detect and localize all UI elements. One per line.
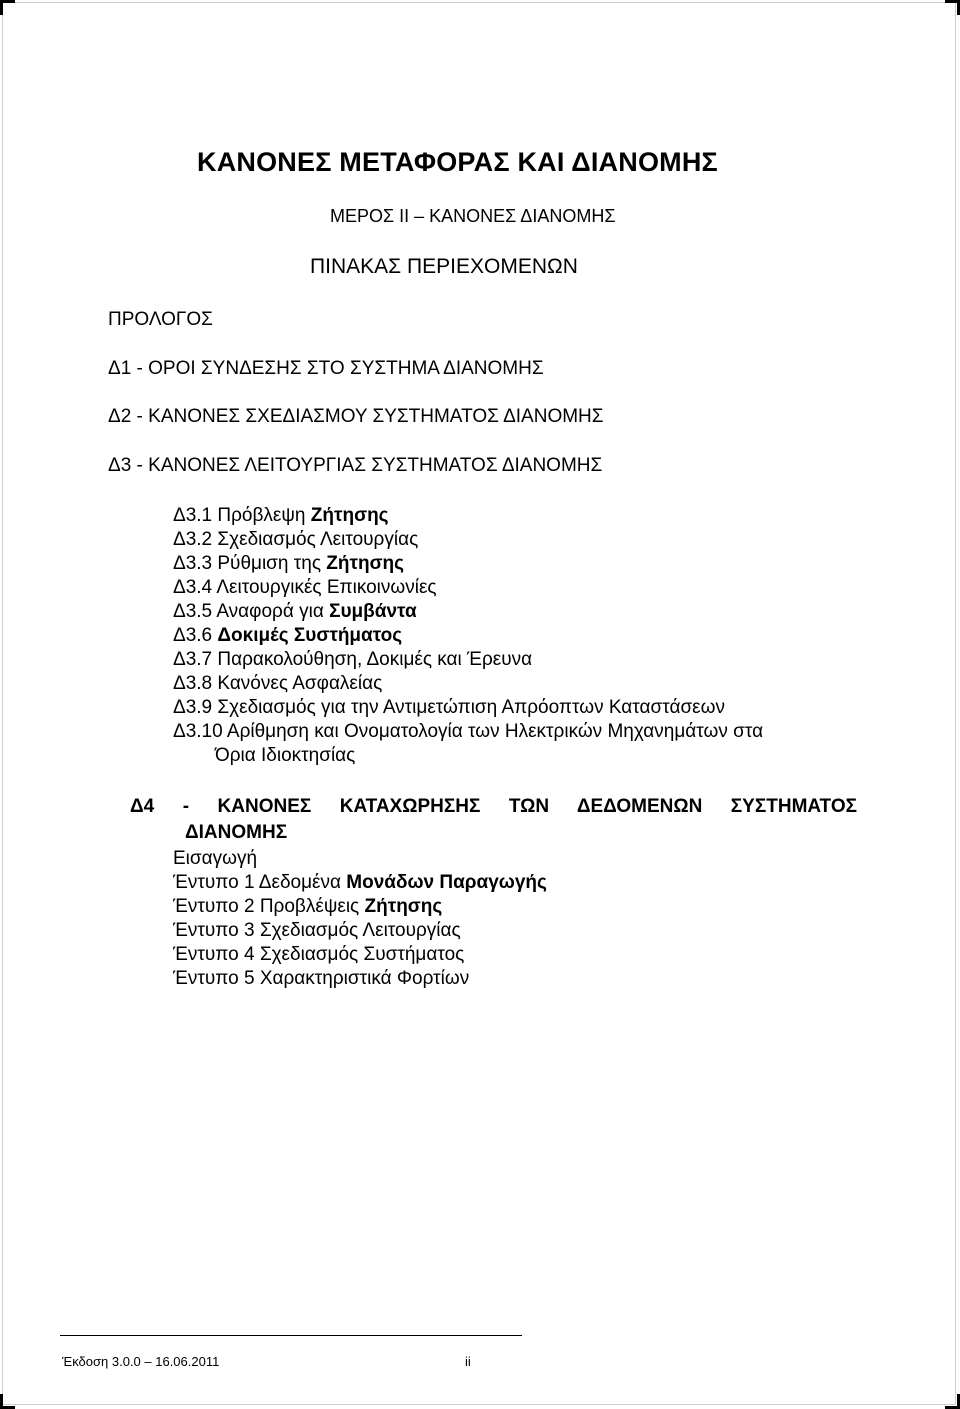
- toc-entry-d4-form-3: Έντυπο 3 Σχεδιασμός Λειτουργίας: [173, 920, 461, 941]
- footer-page-number: ii: [465, 1354, 471, 1369]
- toc-entry-d3-2: Δ3.2 Σχεδιασμός Λειτουργίας: [173, 529, 419, 550]
- toc-entry-d4-form-5: Έντυπο 5 Χαρακτηριστικά Φορτίων: [173, 968, 470, 989]
- toc-entry-d4-form-2: Έντυπο 2 Προβλέψεις Ζήτησης: [173, 896, 443, 917]
- toc-entry-d3-1: Δ3.1 Πρόβλεψη Ζήτησης: [173, 505, 389, 526]
- toc-entry-d3: Δ3 - ΚΑΝΟΝΕΣ ΛΕΙΤΟΥΡΓΙΑΣ ΣΥΣΤΗΜΑΤΟΣ ΔΙΑΝΟΜΗΣ: [108, 455, 603, 476]
- toc-entry-d4-continuation: ΔΙΑΝΟΜΗΣ: [185, 822, 288, 843]
- toc-entry-d3-5: Δ3.5 Αναφορά για Συμβάντα: [173, 601, 417, 622]
- toc-entry-d2: Δ2 - ΚΑΝΟΝΕΣ ΣΧΕΔΙΑΣΜΟΥ ΣΥΣΤΗΜΑΤΟΣ ΔΙΑΝΟΜΗΣ: [108, 406, 604, 427]
- corner-mark-bottom-right: [945, 1394, 960, 1409]
- toc-entry-d4-intro: Εισαγωγή: [173, 848, 258, 869]
- toc-entry-d3-4: Δ3.4 Λειτουργικές Επικοινωνίες: [173, 577, 437, 598]
- part-title: ΜΕΡΟΣ ΙΙ – ΚΑΝΟΝΕΣ ΔΙΑΝΟΜΗΣ: [330, 206, 616, 226]
- corner-mark-bottom-left: [0, 1394, 15, 1409]
- toc-entry-d3-10-continuation: Όρια Ιδιοκτησίας: [215, 745, 356, 766]
- toc-entry-prologue: ΠΡΟΛΟΓΟΣ: [108, 309, 213, 330]
- toc-entry-d3-3: Δ3.3 Ρύθμιση της Ζήτησης: [173, 553, 405, 574]
- footer-version: Έκδοση 3.0.0 – 16.06.2011: [62, 1354, 220, 1369]
- toc-entry-d3-7: Δ3.7 Παρακολούθηση, Δοκιμές και Έρευνα: [173, 649, 533, 670]
- document-title: ΚΑΝΟΝΕΣ ΜΕΤΑΦΟΡΑΣ ΚΑΙ ΔΙΑΝΟΜΗΣ: [197, 147, 718, 177]
- toc-entry-d4: Δ4 - ΚΑΝΟΝΕΣ ΚΑΤΑΧΩΡΗΣΗΣ ΤΩΝ ΔΕΔΟΜΕΝΩΝ ΣΥΣΤΗΜΑΤΟΣ: [130, 796, 857, 817]
- toc-entry-d4-form-1: Έντυπο 1 Δεδομένα Μονάδων Παραγωγής: [173, 872, 547, 893]
- toc-title: ΠΙΝΑΚΑΣ ΠΕΡΙΕΧΟΜΕΝΩΝ: [310, 255, 578, 278]
- toc-entry-d3-9: Δ3.9 Σχεδιασμός για την Αντιμετώπιση Απρόοπτων Καταστάσεων: [173, 697, 725, 718]
- toc-entry-d4-form-4: Έντυπο 4 Σχεδιασμός Συστήματος: [173, 944, 465, 965]
- toc-entry-d3-6: Δ3.6 Δοκιμές Συστήματος: [173, 625, 403, 646]
- toc-entry-d1: Δ1 - ΟΡΟΙ ΣΥΝΔΕΣΗΣ ΣΤΟ ΣΥΣΤΗΜΑ ΔΙΑΝΟΜΗΣ: [108, 358, 544, 379]
- toc-entry-d3-10: Δ3.10 Αρίθμηση και Ονοματολογία των Ηλεκτρικών Μηχανημάτων στα: [173, 721, 764, 742]
- footer-rule: [60, 1335, 522, 1336]
- toc-entry-d3-8: Δ3.8 Κανόνες Ασφαλείας: [173, 673, 383, 694]
- corner-mark-top-right: [945, 0, 960, 15]
- corner-mark-top-left: [0, 0, 15, 15]
